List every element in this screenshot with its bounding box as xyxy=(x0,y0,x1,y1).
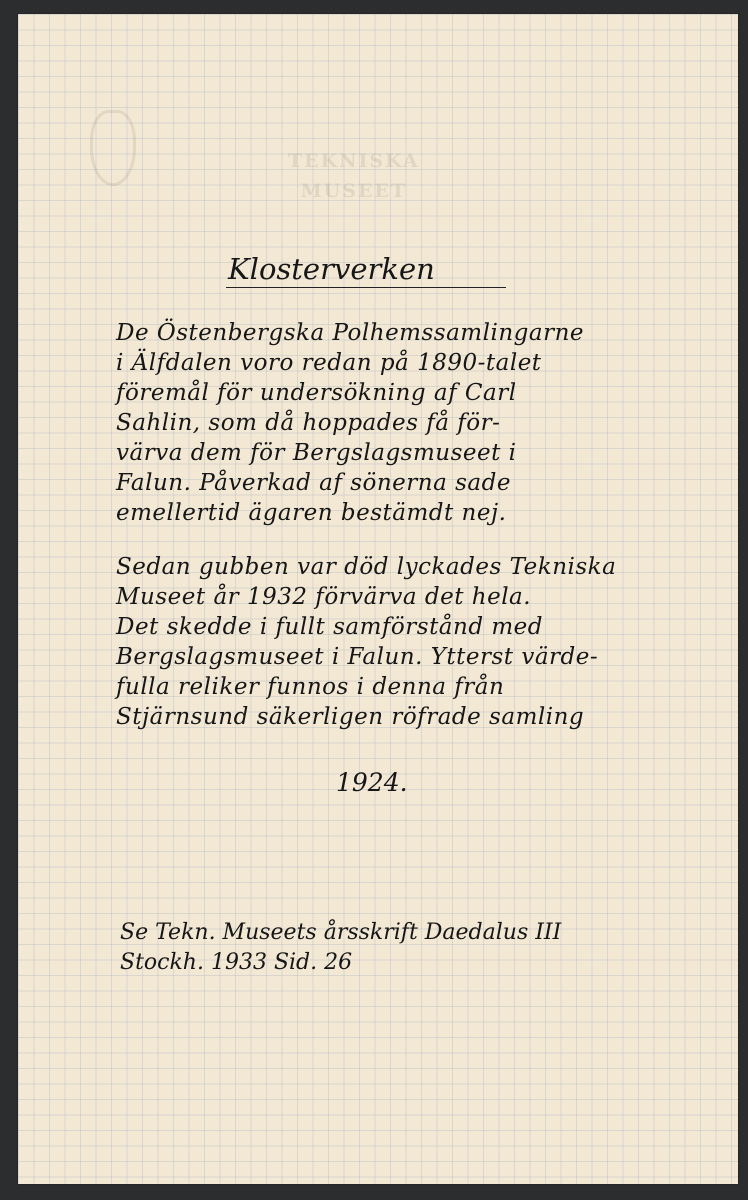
paragraph1-line: emellertid ägaren bestämdt nej. xyxy=(116,500,507,526)
stamp-line: TEKNISKA xyxy=(288,150,420,172)
museum-seal-watermark xyxy=(90,110,136,186)
paragraph2-line: Sedan gubben var död lyckades Tekniska xyxy=(116,554,617,580)
museum-stamp-watermark xyxy=(288,146,420,206)
document-page xyxy=(18,14,738,1184)
year: 1924. xyxy=(336,768,408,797)
paragraph1-line: värva dem för Bergslagsmuseet i xyxy=(116,440,517,466)
paragraph2-line: Bergslagsmuseet i Falun. Ytterst värde- xyxy=(116,644,599,670)
paragraph2-line: Det skedde i fullt samförstånd med xyxy=(116,614,544,640)
paragraph1-line: Sahlin, som då hoppades få för- xyxy=(116,410,501,436)
page-title: Klosterverken xyxy=(228,252,435,286)
stamp-line: MUSEET xyxy=(300,180,408,202)
reference-line: Stockh. 1933 Sid. 26 xyxy=(120,950,353,975)
reference-line: Se Tekn. Museets årsskrift Daedalus III xyxy=(120,920,562,945)
paragraph1-line: Falun. Påverkad af sönerna sade xyxy=(116,470,511,496)
title-underline xyxy=(226,287,506,288)
paragraph2-line: Stjärnsund säkerligen röfrade samling xyxy=(116,704,585,730)
paragraph2-line: fulla reliker funnos i denna från xyxy=(116,674,505,700)
paragraph1-line: föremål för undersökning af Carl xyxy=(116,380,517,406)
paragraph1-line: De Östenbergska Polhemssamlingarne xyxy=(116,320,584,346)
paragraph2-line: Museet år 1932 förvärva det hela. xyxy=(116,584,532,610)
paragraph1-line: i Älfdalen voro redan på 1890-talet xyxy=(116,350,542,376)
